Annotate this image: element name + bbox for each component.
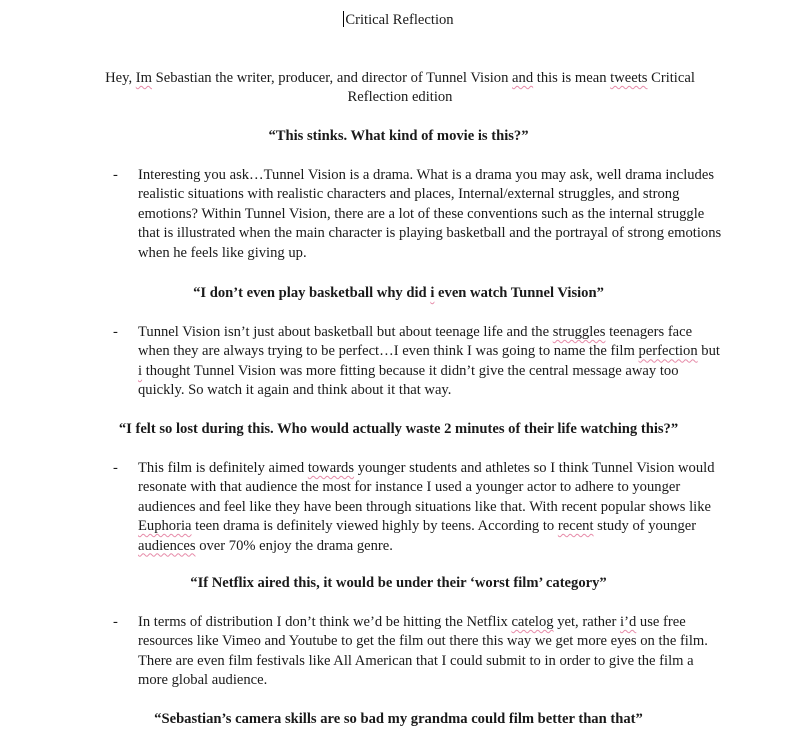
misspelled-word[interactable]: i (430, 285, 435, 301)
bullet-marker: - (113, 614, 118, 630)
misspelled-word[interactable]: Im (135, 70, 153, 86)
quote-text: “This stinks. What kind of movie is this?” (268, 128, 529, 144)
misspelled-word[interactable]: recent (557, 518, 594, 535)
misspelled-word[interactable]: and (512, 70, 534, 86)
title-text: Critical Reflection (345, 12, 454, 28)
bullet-text-run: teenagers face when they are always trying to be perfect…I even think I was going to name the film (138, 324, 693, 360)
bullet-text-run: This film is definitely aimed (138, 460, 308, 476)
bullet-marker: - (113, 324, 118, 340)
bullet-text-run: yet, rather (553, 614, 621, 630)
misspelled-word[interactable]: struggles (552, 324, 606, 340)
misspelled-word[interactable]: perfection (638, 343, 698, 360)
intro-text: this is mean (533, 70, 611, 86)
intro-paragraph[interactable] (100, 69, 700, 108)
quote-heading (0, 284, 797, 303)
bullet-text (138, 613, 723, 691)
bullet-text-run: younger students and athletes so I think Tunnel Vision would resonate with that audience the most for instance I used a younger actor to adhere to younger audiences and feel like they have been through situations like that. With recent popular shows like (138, 460, 715, 515)
bullet-marker: - (113, 167, 118, 183)
misspelled-word[interactable]: towards (307, 460, 355, 476)
intro-text: Sebastian the writer, producer, and director of Tunnel Vision (152, 70, 513, 86)
bullet-text (138, 166, 723, 263)
misspelled-word[interactable]: i (138, 362, 143, 379)
quote-text: “I don’t even play basketball why did (193, 285, 431, 301)
quote-heading (0, 710, 797, 729)
quote-heading (0, 420, 797, 439)
document-title[interactable] (0, 11, 797, 30)
bullet-text-run: over 70% enjoy the drama genre. (195, 537, 393, 554)
misspelled-word[interactable]: catelog (511, 614, 554, 630)
quote-heading (0, 574, 797, 593)
bullet-text-run: In terms of distribution I don’t think we’d be hitting the Netflix (138, 614, 512, 630)
intro-text: Hey, (105, 70, 136, 86)
intro-text: Critical Reflection edition (347, 70, 695, 106)
bullet-text-run: thought Tunnel Vision was more fitting because it didn’t give the central message away too quickly. So watch it again and think about it that way. (138, 362, 679, 399)
quote-text: “I felt so lost during this. Who would actually waste 2 minutes of their life watching this?” (118, 421, 679, 437)
bullet-marker: - (113, 460, 118, 476)
bullet-text (138, 459, 723, 556)
bullet-text-run: but (697, 343, 720, 360)
quote-text: even watch Tunnel Vision” (434, 285, 604, 301)
quote-text: “Sebastian’s camera skills are so bad my grandma could film better than that” (154, 711, 643, 727)
bullet-text-run: teen drama is definitely viewed highly by teens. According to (191, 518, 558, 535)
bullet-text-run: study of younger (593, 518, 697, 535)
misspelled-word[interactable]: tweets (610, 70, 648, 86)
quote-text: “If Netflix aired this, it would be under their ‘worst film’ category” (190, 575, 607, 591)
bullet-text-run: use free resources like Vimeo and Youtube to get the film out there this way we get more eyes on the film. There are even film festivals like All American that I could submit to in order to give the film a more global audience. (138, 614, 708, 689)
misspelled-word[interactable]: Euphoria (138, 518, 192, 535)
bullet-text-run: Tunnel Vision isn’t just about basketball but about teenage life and the (138, 324, 553, 340)
misspelled-word[interactable]: audiences (138, 537, 196, 554)
misspelled-word[interactable]: i’d (620, 614, 637, 630)
bullet-text (138, 323, 723, 401)
quote-heading (0, 127, 797, 146)
bullet-text-run: Interesting you ask…Tunnel Vision is a drama. What is a drama you may ask, well drama includes realistic situations with realistic characters and places, Internal/external struggles, and strong emotions? Within Tunnel Vision, there are a lot of these conventions such as the internal struggle that is illustrated when the main character is playing basketball and the portrayal of strong emotions when he feels like giving up. (138, 167, 722, 261)
